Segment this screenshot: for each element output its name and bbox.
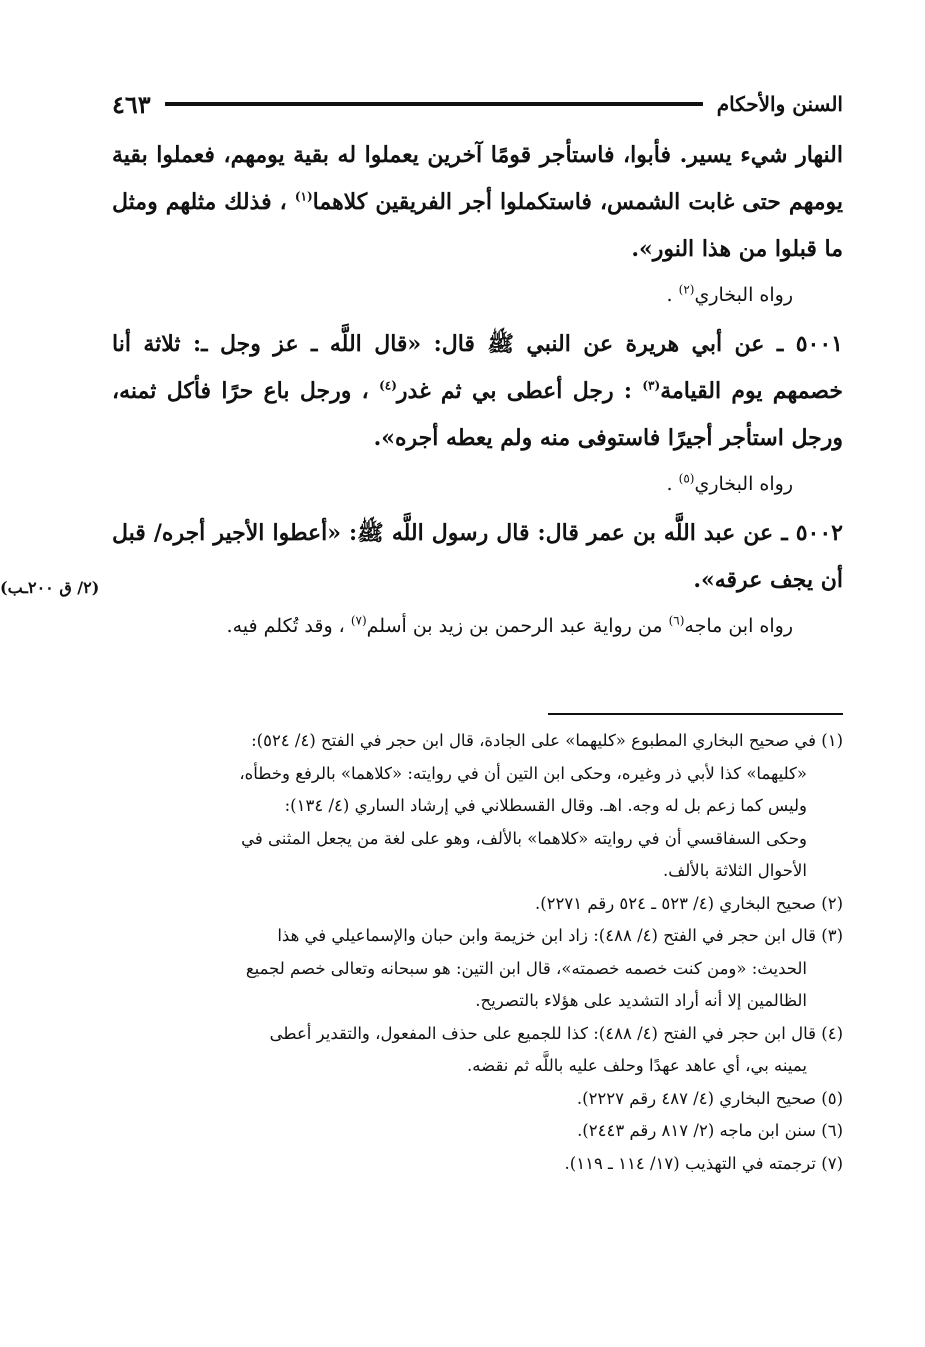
footnote-7: (٧) ترجمته في التهذيب (١٧/ ١١٤ ـ ١١٩). xyxy=(564,1153,843,1173)
footnote-1-line: وحكى السفاقسي أن في روايته «كلاهما» بالألف، وهو على لغة من يجعل المثنى في xyxy=(241,828,807,848)
hadith-text: ـ عن عبد اللَّه بن عمر قال: قال رسول اللَّه ﷺ: «أعطوا الأجير أجره/ قبل أن يجف عرقه». xyxy=(112,520,843,593)
footnote-5: (٥) صحيح البخاري (٤/ ٤٨٧ رقم ٢٢٢٧). xyxy=(576,1088,843,1108)
running-title: السنن والأحكام xyxy=(716,92,843,116)
footnote-4-line: يمينه بي، أي عاهد عهدًا وحلف عليه باللَّه ثم نقضه. xyxy=(467,1056,807,1075)
footnotes xyxy=(112,725,843,1180)
footnote-1-line: الأحوال الثلاثة بالألف. xyxy=(662,861,807,880)
footnote-3-line: الحديث: «ومن كنت خصمه خصمته»، قال ابن التين: هو سبحانه وتعالى خصم لجميع xyxy=(245,958,807,978)
paragraph-text: ، فذلك مثلهم ومثل ما قبلوا من هذا النور». xyxy=(112,189,843,262)
hadith-number: ٥٠٠٢ xyxy=(795,520,843,546)
footnote-6: (٦) سنن ابن ماجه (٢/ ٨١٧ رقم ٢٤٤٣). xyxy=(577,1121,843,1140)
attribution-text: . xyxy=(666,284,679,306)
attribution-text: رواه البخاري xyxy=(694,284,793,306)
header-rule xyxy=(165,102,703,106)
footnote-ref: (٤) xyxy=(379,378,397,393)
footnote-4: (٤) قال ابن حجر في الفتح (٤/ ٤٨٨): كذا للجميع على حذف المفعول، والتقدير أعطى xyxy=(269,1023,843,1043)
hadith-text: ، ورجل باع حرًا فأكل ثمنه، ورجل استأجر أجيرًا فاستوفى منه ولم يعطه أجره». xyxy=(112,378,843,451)
footnote-ref: (٧) xyxy=(350,613,367,628)
main-text xyxy=(112,132,843,648)
paragraph-text: النهار شيء يسير. فأبوا، فاستأجر قومًا آخرين يعملوا له بقية يومهم، فعملوا بقية يومهم حتى غابت الشمس، فاستكملوا أجر الفريقين كلاهما xyxy=(112,142,843,215)
hadith-text: : رجل أعطى بي ثم غدر xyxy=(396,378,643,404)
page-number: ٤٦٣ xyxy=(112,89,151,119)
hadith-number: ٥٠٠١ xyxy=(795,331,843,357)
footnote-1: (١) في صحيح البخاري المطبوع «كليهما» على الجادة، قال ابن حجر في الفتح (٤/ ٥٢٤): xyxy=(251,731,843,750)
attribution-text: من رواية عبد الرحمن بن زيد بن أسلم xyxy=(366,615,669,637)
attribution-text: رواه ابن ماجه xyxy=(684,615,793,637)
attribution-note xyxy=(112,604,793,648)
attribution-note xyxy=(112,273,793,317)
footnote-1-line: وليس كما زعم بل له وجه. اهـ. وقال القسطلاني في إرشاد الساري (٤/ ١٣٤): xyxy=(284,796,807,815)
attribution-text: ، وقد تُكلم فيه. xyxy=(226,615,351,637)
attribution-note xyxy=(112,462,793,506)
footnote-ref: (٥) xyxy=(678,471,695,486)
manuscript-marginal-note: (٢/ ق ٢٠٠ـب) xyxy=(0,578,100,597)
hadith-5001 xyxy=(112,321,843,462)
footnote-ref: (٣) xyxy=(642,378,661,393)
footnote-ref: (٢) xyxy=(678,282,695,297)
attribution-text: . xyxy=(666,473,679,495)
footnote-1-line: «كليهما» كذا لأبي ذر وغيره، وحكى ابن التين أن في روايته: «كلاهما» بالرفع وخطأه، xyxy=(239,763,807,783)
footnote-3: (٣) قال ابن حجر في الفتح (٤/ ٤٨٨): زاد ابن خزيمة وابن حبان والإسماعيلي في هذا xyxy=(277,926,843,945)
page-header xyxy=(112,86,843,122)
footnote-2: (٢) صحيح البخاري (٤/ ٥٢٣ ـ ٥٢٤ رقم ٢٢٧١). xyxy=(534,893,843,913)
hadith-text: ـ عن أبي هريرة عن النبي ﷺ قال: «قال اللَّه ـ عز وجل ـ: ثلاثة أنا خصمهم يوم القيامة xyxy=(112,331,843,404)
footnote-ref: (٦) xyxy=(668,613,685,628)
footnote-ref: (١) xyxy=(294,189,313,204)
hadith-5002 xyxy=(112,510,843,604)
paragraph-continued xyxy=(112,132,843,273)
footnote-3-line: الظالمين إلا أنه أراد التشديد على هؤلاء بالتصريح. xyxy=(475,991,807,1010)
attribution-text: رواه البخاري xyxy=(694,473,793,495)
footnote-separator xyxy=(548,713,843,715)
